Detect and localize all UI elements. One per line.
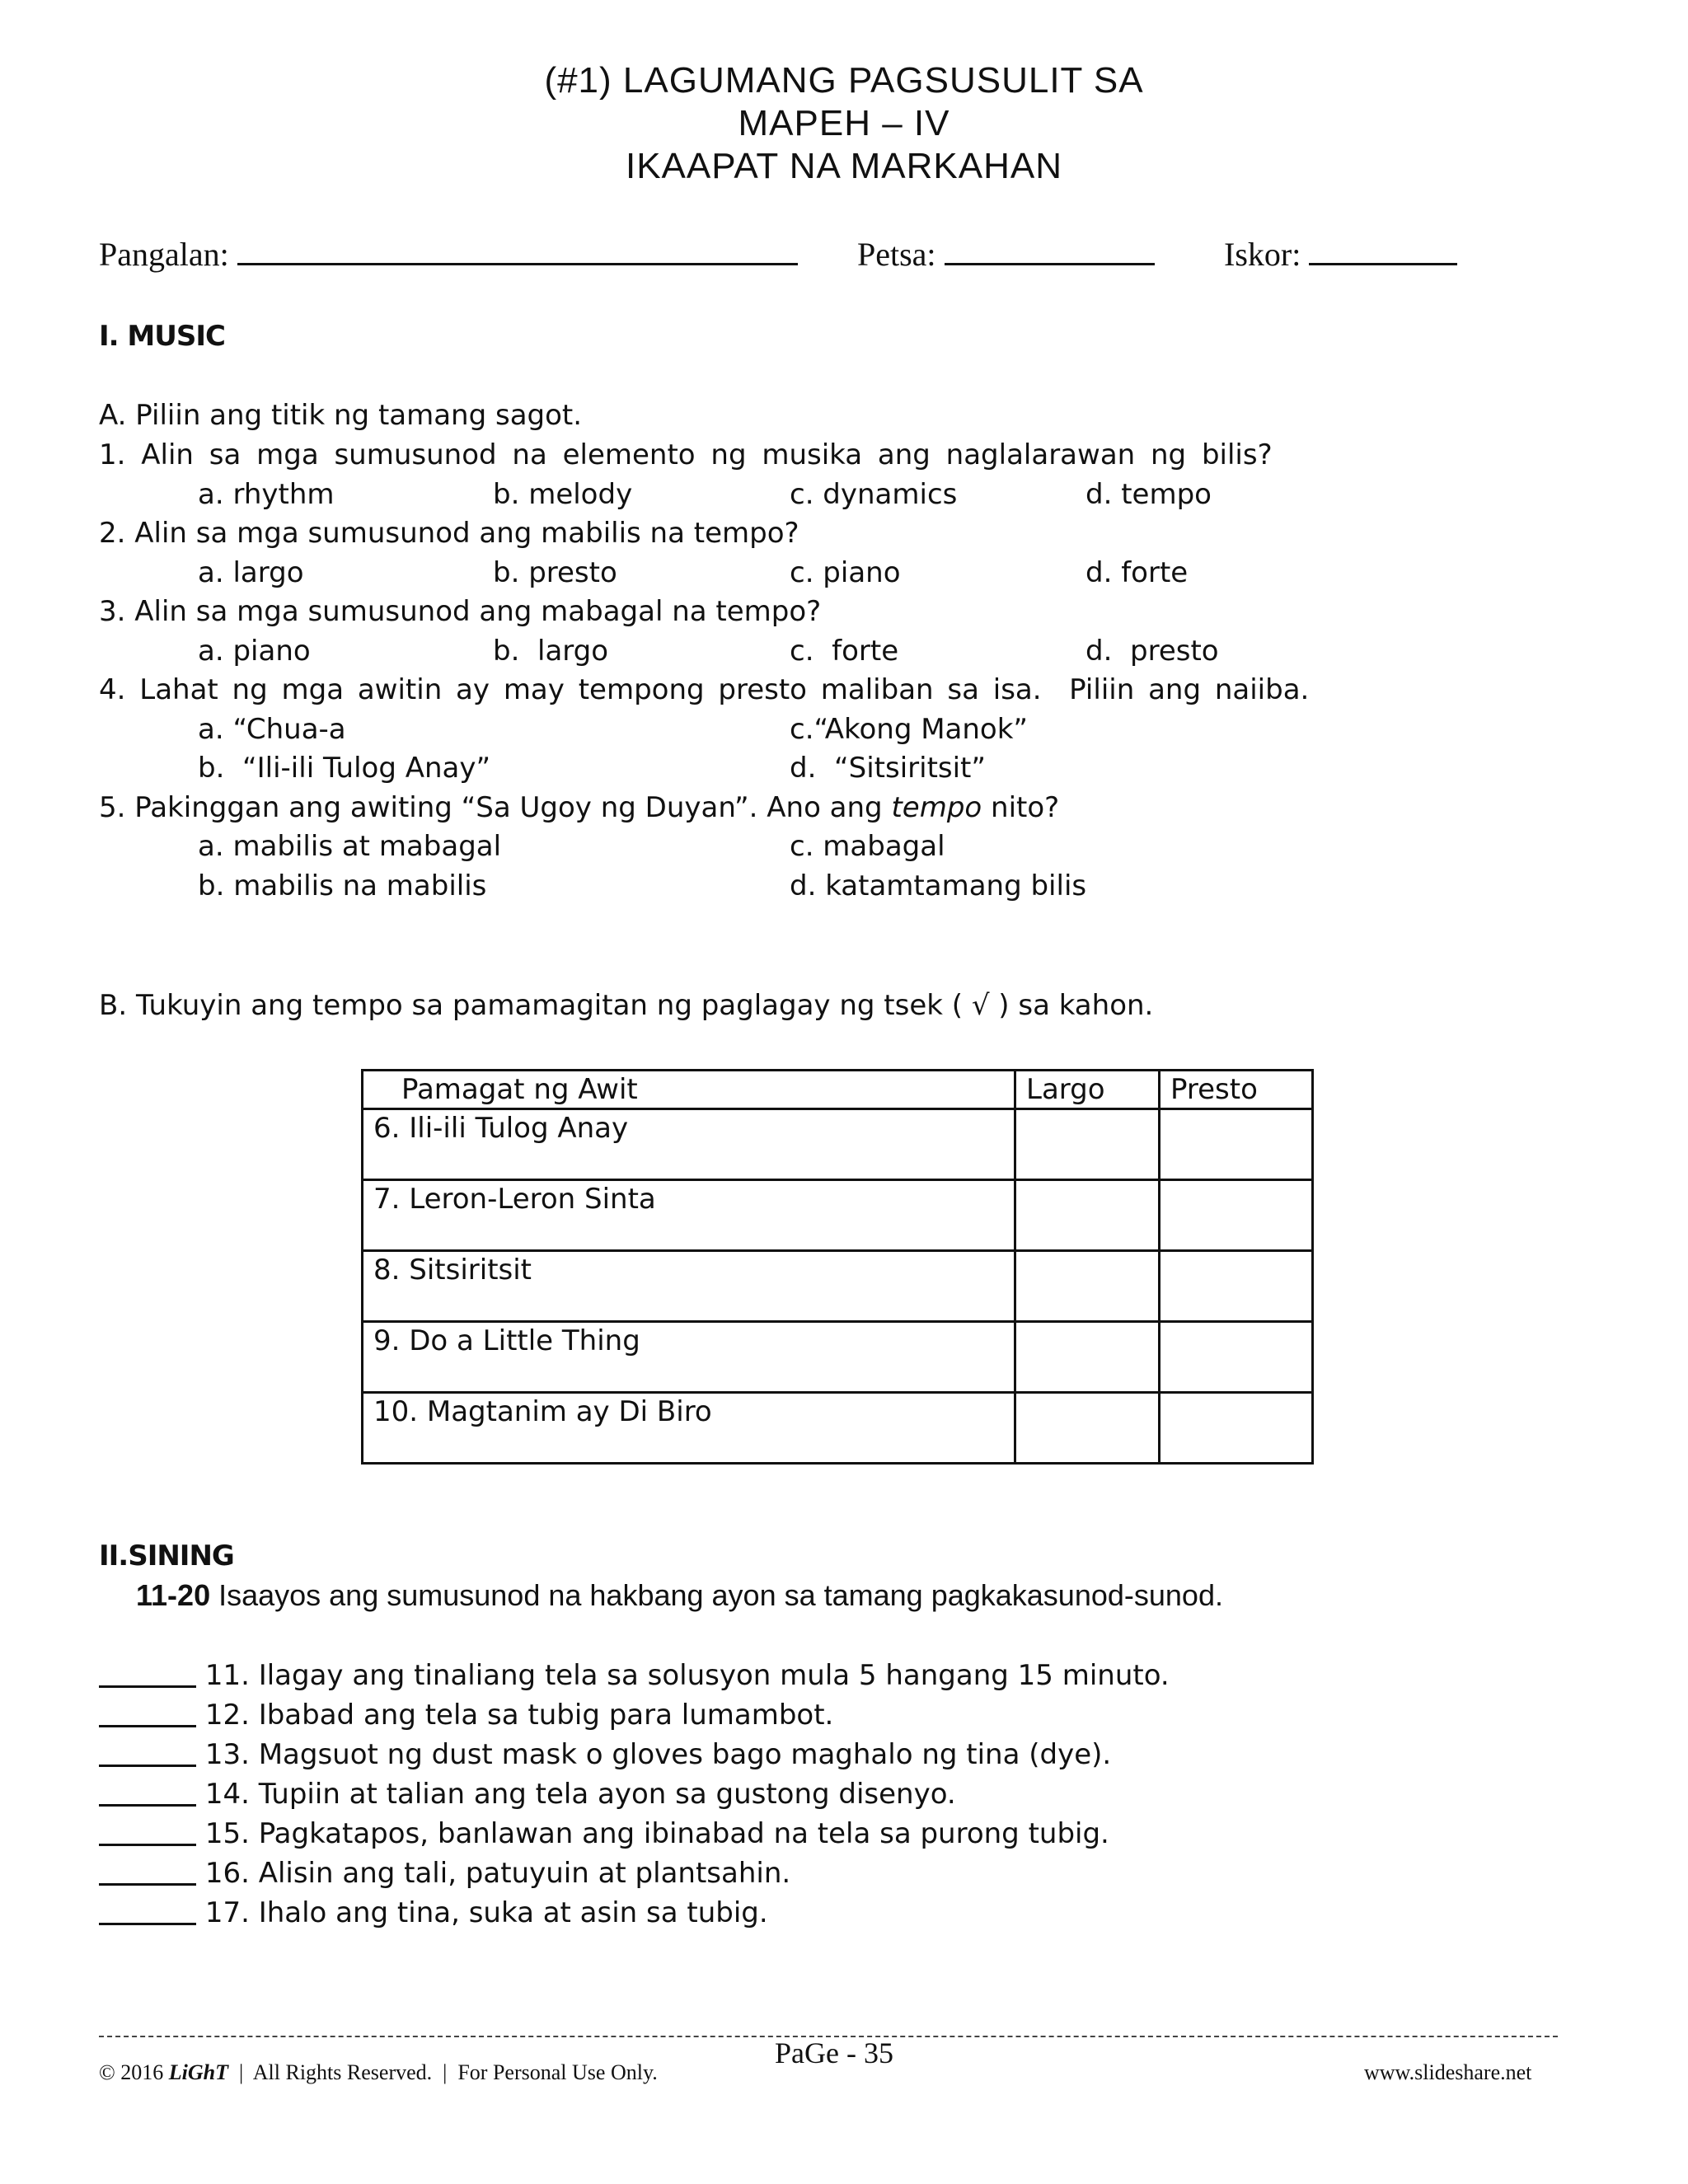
q5-choice-c[interactable]: c. mabagal xyxy=(790,830,945,863)
answer-blank[interactable] xyxy=(99,1898,196,1925)
answer-blank[interactable] xyxy=(99,1740,196,1767)
step-text: 14. Tupiin at talian ang tela ayon sa gustong disenyo. xyxy=(204,1778,956,1811)
answer-blank[interactable] xyxy=(99,1700,196,1727)
q5-choice-b[interactable]: b. mabilis na mabilis xyxy=(198,869,487,902)
question-5 xyxy=(99,791,1059,824)
question-1: 1. Alin sa mga sumusunod na elemento ng musika ang naglalarawan ng bilis? xyxy=(99,438,1273,471)
name-label: Pangalan: xyxy=(99,236,229,273)
step-text: 13. Magsuot ng dust mask o gloves bago maghalo ng tina (dye). xyxy=(204,1738,1112,1771)
q1-choice-c[interactable]: c. dynamics xyxy=(790,478,958,511)
sining-instruction-text: Isaayos ang sumusunod na hakbang ayon sa tamang pagkakasunod-sunod. xyxy=(210,1578,1223,1612)
song-cell: 7. Leron-Leron Sinta xyxy=(363,1180,1015,1251)
song-cell: 8. Sitsiritsit xyxy=(363,1251,1015,1322)
header-presto: Presto xyxy=(1160,1071,1313,1109)
largo-checkbox[interactable] xyxy=(1015,1180,1160,1251)
q5-choice-d[interactable]: d. katamtamang bilis xyxy=(790,869,1087,902)
sining-item-16 xyxy=(99,1857,790,1890)
copyright-prefix: © 2016 xyxy=(99,2060,169,2084)
sining-item-14 xyxy=(99,1778,956,1811)
table-row xyxy=(363,1109,1313,1180)
worksheet-quarter: IKAAPAT NA MARKAHAN xyxy=(625,146,1063,186)
header-song-title: Pamagat ng Awit xyxy=(363,1071,1015,1109)
presto-checkbox[interactable] xyxy=(1160,1180,1313,1251)
largo-checkbox[interactable] xyxy=(1015,1251,1160,1322)
score-blank[interactable] xyxy=(1309,235,1457,265)
step-text: 12. Ibabad ang tela sa tubig para lumambot. xyxy=(204,1699,834,1732)
date-label: Petsa: xyxy=(857,236,936,273)
step-text: 15. Pagkatapos, banlawan ang ibinabad na tela sa purong tubig. xyxy=(204,1817,1109,1850)
table-row xyxy=(363,1322,1313,1393)
q1-choice-a[interactable]: a. rhythm xyxy=(198,478,335,511)
music-heading: I. MUSIC xyxy=(99,320,225,353)
presto-checkbox[interactable] xyxy=(1160,1251,1313,1322)
brand-name: LiGhT xyxy=(168,2060,228,2084)
sining-item-11 xyxy=(99,1659,1170,1692)
part-a-instruction: A. Piliin ang titik ng tamang sagot. xyxy=(99,399,583,432)
sining-item-range: 11-20 xyxy=(136,1578,211,1612)
presto-checkbox[interactable] xyxy=(1160,1393,1313,1464)
song-cell: 6. Ili-ili Tulog Anay xyxy=(363,1109,1015,1180)
date-field[interactable] xyxy=(857,235,1155,274)
answer-blank[interactable] xyxy=(99,1819,196,1846)
q5-choice-a[interactable]: a. mabilis at mabagal xyxy=(198,830,502,863)
q1-choice-d[interactable]: d. tempo xyxy=(1085,478,1212,511)
largo-checkbox[interactable] xyxy=(1015,1109,1160,1180)
name-blank[interactable] xyxy=(237,235,798,265)
step-text: 16. Alisin ang tali, patuyuin at plantsahin. xyxy=(204,1857,791,1890)
question-2: 2. Alin sa mga sumusunod ang mabilis na tempo? xyxy=(99,517,799,550)
q1-choice-b[interactable]: b. melody xyxy=(493,478,633,511)
table-row xyxy=(363,1251,1313,1322)
name-field[interactable] xyxy=(99,235,798,274)
question-5-end: nito? xyxy=(982,791,1060,824)
q2-choice-d[interactable]: d. forte xyxy=(1085,556,1189,589)
sining-heading: II.SINING xyxy=(99,1540,234,1572)
table-header-row xyxy=(363,1071,1313,1109)
question-5-text: 5. Pakinggan ang awiting “Sa Ugoy ng Duyan”. Ano ang xyxy=(99,791,892,824)
q3-choice-c[interactable]: c. forte xyxy=(790,635,899,668)
q4-choice-d[interactable]: d. “Sitsiritsit” xyxy=(790,752,986,785)
q2-choice-c[interactable]: c. piano xyxy=(790,556,901,589)
step-text: 11. Ilagay ang tinaliang tela sa solusyon mula 5 hangang 15 minuto. xyxy=(204,1659,1170,1692)
table-row xyxy=(363,1180,1313,1251)
footer-copyright xyxy=(99,2060,658,2085)
worksheet-title: (#1) LAGUMANG PAGSUSULIT SA xyxy=(544,60,1144,101)
score-label: Iskor: xyxy=(1224,236,1301,273)
score-field[interactable] xyxy=(1224,235,1457,274)
copyright-suffix: | All Rights Reserved. | For Personal Use Only. xyxy=(228,2060,658,2084)
song-cell: 10. Magtanim ay Di Biro xyxy=(363,1393,1015,1464)
worksheet-subject: MAPEH – IV xyxy=(738,103,950,143)
song-cell: 9. Do a Little Thing xyxy=(363,1322,1015,1393)
sining-item-13 xyxy=(99,1738,1111,1771)
q3-choice-d[interactable]: d. presto xyxy=(1085,635,1219,668)
q4-choice-a[interactable]: a. “Chua-a xyxy=(198,713,346,746)
q3-choice-b[interactable]: b. largo xyxy=(493,635,609,668)
question-5-emphasis: tempo xyxy=(891,791,982,824)
q3-choice-a[interactable]: a. piano xyxy=(198,635,311,668)
presto-checkbox[interactable] xyxy=(1160,1109,1313,1180)
step-text: 17. Ihalo ang tina, suka at asin sa tubig. xyxy=(204,1896,768,1929)
sining-item-17 xyxy=(99,1896,768,1929)
answer-blank[interactable] xyxy=(99,1779,196,1807)
sining-item-12 xyxy=(99,1699,833,1732)
q2-choice-b[interactable]: b. presto xyxy=(493,556,617,589)
q4-choice-b[interactable]: b. “Ili-ili Tulog Anay” xyxy=(198,752,491,785)
answer-blank[interactable] xyxy=(99,1661,196,1688)
largo-checkbox[interactable] xyxy=(1015,1322,1160,1393)
tempo-table xyxy=(361,1069,1314,1465)
answer-blank[interactable] xyxy=(99,1858,196,1886)
sining-item-15 xyxy=(99,1817,1109,1850)
sining-instruction xyxy=(136,1579,1223,1612)
table-row xyxy=(363,1393,1313,1464)
presto-checkbox[interactable] xyxy=(1160,1322,1313,1393)
header-largo: Largo xyxy=(1015,1071,1160,1109)
date-blank[interactable] xyxy=(945,235,1155,265)
q2-choice-a[interactable]: a. largo xyxy=(198,556,304,589)
part-b-instruction: B. Tukuyin ang tempo sa pamamagitan ng paglagay ng tsek ( √ ) sa kahon. xyxy=(99,989,1154,1022)
page-number: PaGe - 35 xyxy=(775,2036,893,2069)
footer-website: www.slideshare.net xyxy=(1364,2060,1532,2084)
largo-checkbox[interactable] xyxy=(1015,1393,1160,1464)
question-3: 3. Alin sa mga sumusunod ang mabagal na tempo? xyxy=(99,595,822,628)
q4-choice-c[interactable]: c.“Akong Manok” xyxy=(790,713,1029,746)
question-4: 4. Lahat ng mga awitin ay may tempong presto maliban sa isa. Piliin ang naiiba. xyxy=(99,673,1310,706)
